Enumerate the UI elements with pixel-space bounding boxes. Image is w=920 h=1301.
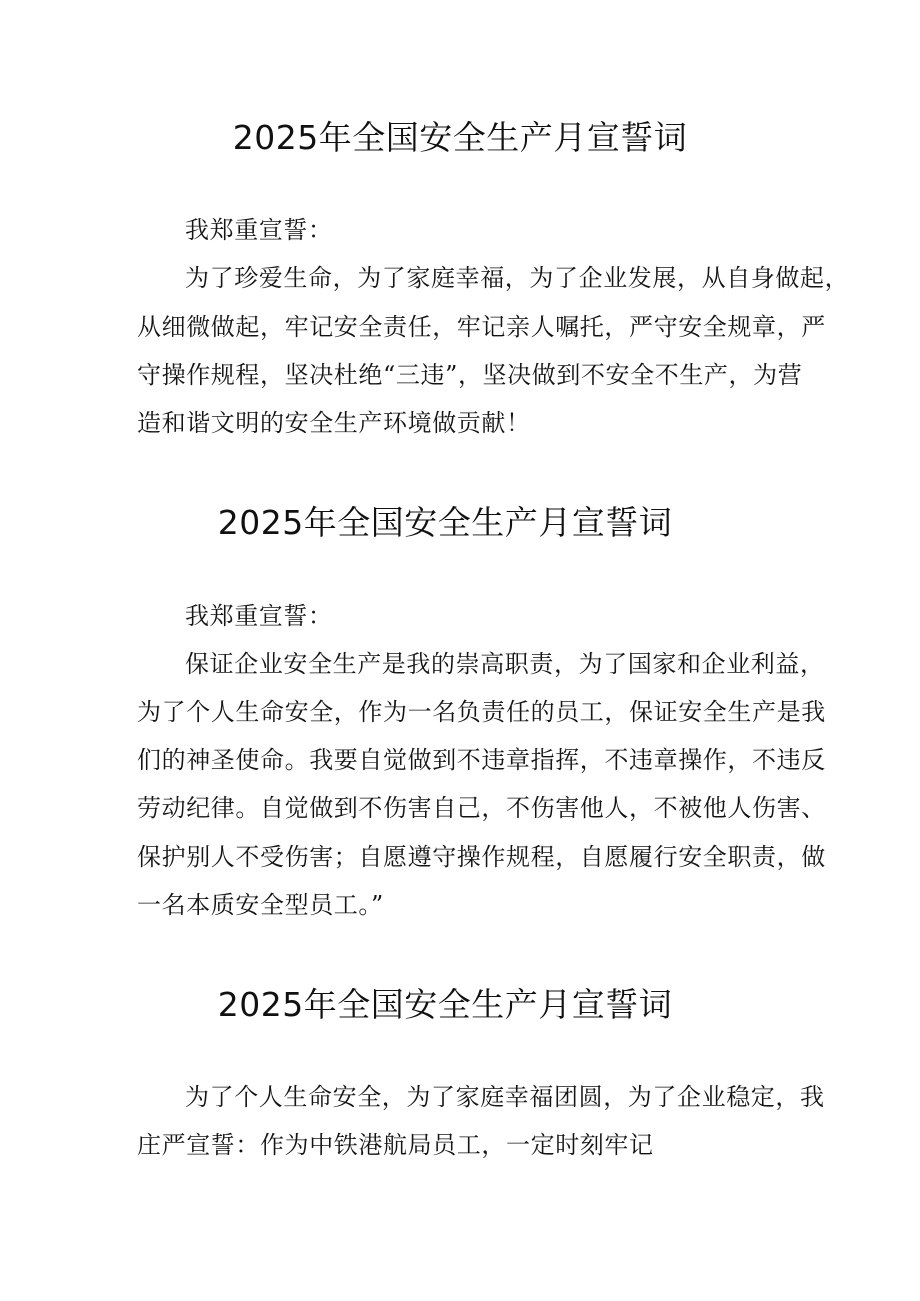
section-1-title: 2025年全国安全生产月宣誓词 bbox=[232, 118, 688, 157]
section-2-paragraph-line: 保证企业安全生产是我的崇高职责，为了国家和企业利益， bbox=[185, 650, 825, 678]
section-3-paragraph-line: 为了个人生命安全，为了家庭幸福团圆，为了企业稳定，我 bbox=[185, 1083, 825, 1111]
section-2-title: 2025年全国安全生产月宣誓词 bbox=[217, 503, 673, 542]
section-2-paragraph-line: 们的神圣使命。我要自觉做到不违章指挥，不违章操作，不违反 bbox=[137, 746, 826, 774]
section-1-paragraph-line: 守操作规程，坚决杜绝“三违”，坚决做到不安全不生产，为营 bbox=[137, 361, 803, 389]
section-2-paragraph-line: 劳动纪律。自觉做到不伤害自己，不伤害他人，不被他人伤害、 bbox=[137, 794, 826, 822]
section-1-paragraph-line: 造和谐文明的安全生产环境做贡献！ bbox=[137, 409, 531, 437]
section-2-paragraph-line: 一名本质安全型员工。” bbox=[137, 891, 384, 919]
section-3-title: 2025年全国安全生产月宣誓词 bbox=[217, 985, 673, 1024]
section-2-paragraph-line: 保护别人不受伤害；自愿遵守操作规程，自愿履行安全职责，做 bbox=[137, 843, 826, 871]
section-1-oath-opening: 我郑重宣誓： bbox=[185, 216, 333, 244]
section-1-paragraph-line: 从细微做起，牢记安全责任，牢记亲人嘱托，严守安全规章，严 bbox=[137, 313, 826, 341]
section-1-paragraph-line: 为了珍爱生命，为了家庭幸福，为了企业发展，从自身做起， bbox=[185, 264, 850, 292]
section-2-paragraph-line: 为了个人生命安全，作为一名负责任的员工，保证安全生产是我 bbox=[137, 698, 826, 726]
section-2-oath-opening: 我郑重宣誓： bbox=[185, 602, 333, 630]
section-3-paragraph-line: 庄严宣誓：作为中铁港航局员工，一定时刻牢记 bbox=[137, 1131, 654, 1159]
